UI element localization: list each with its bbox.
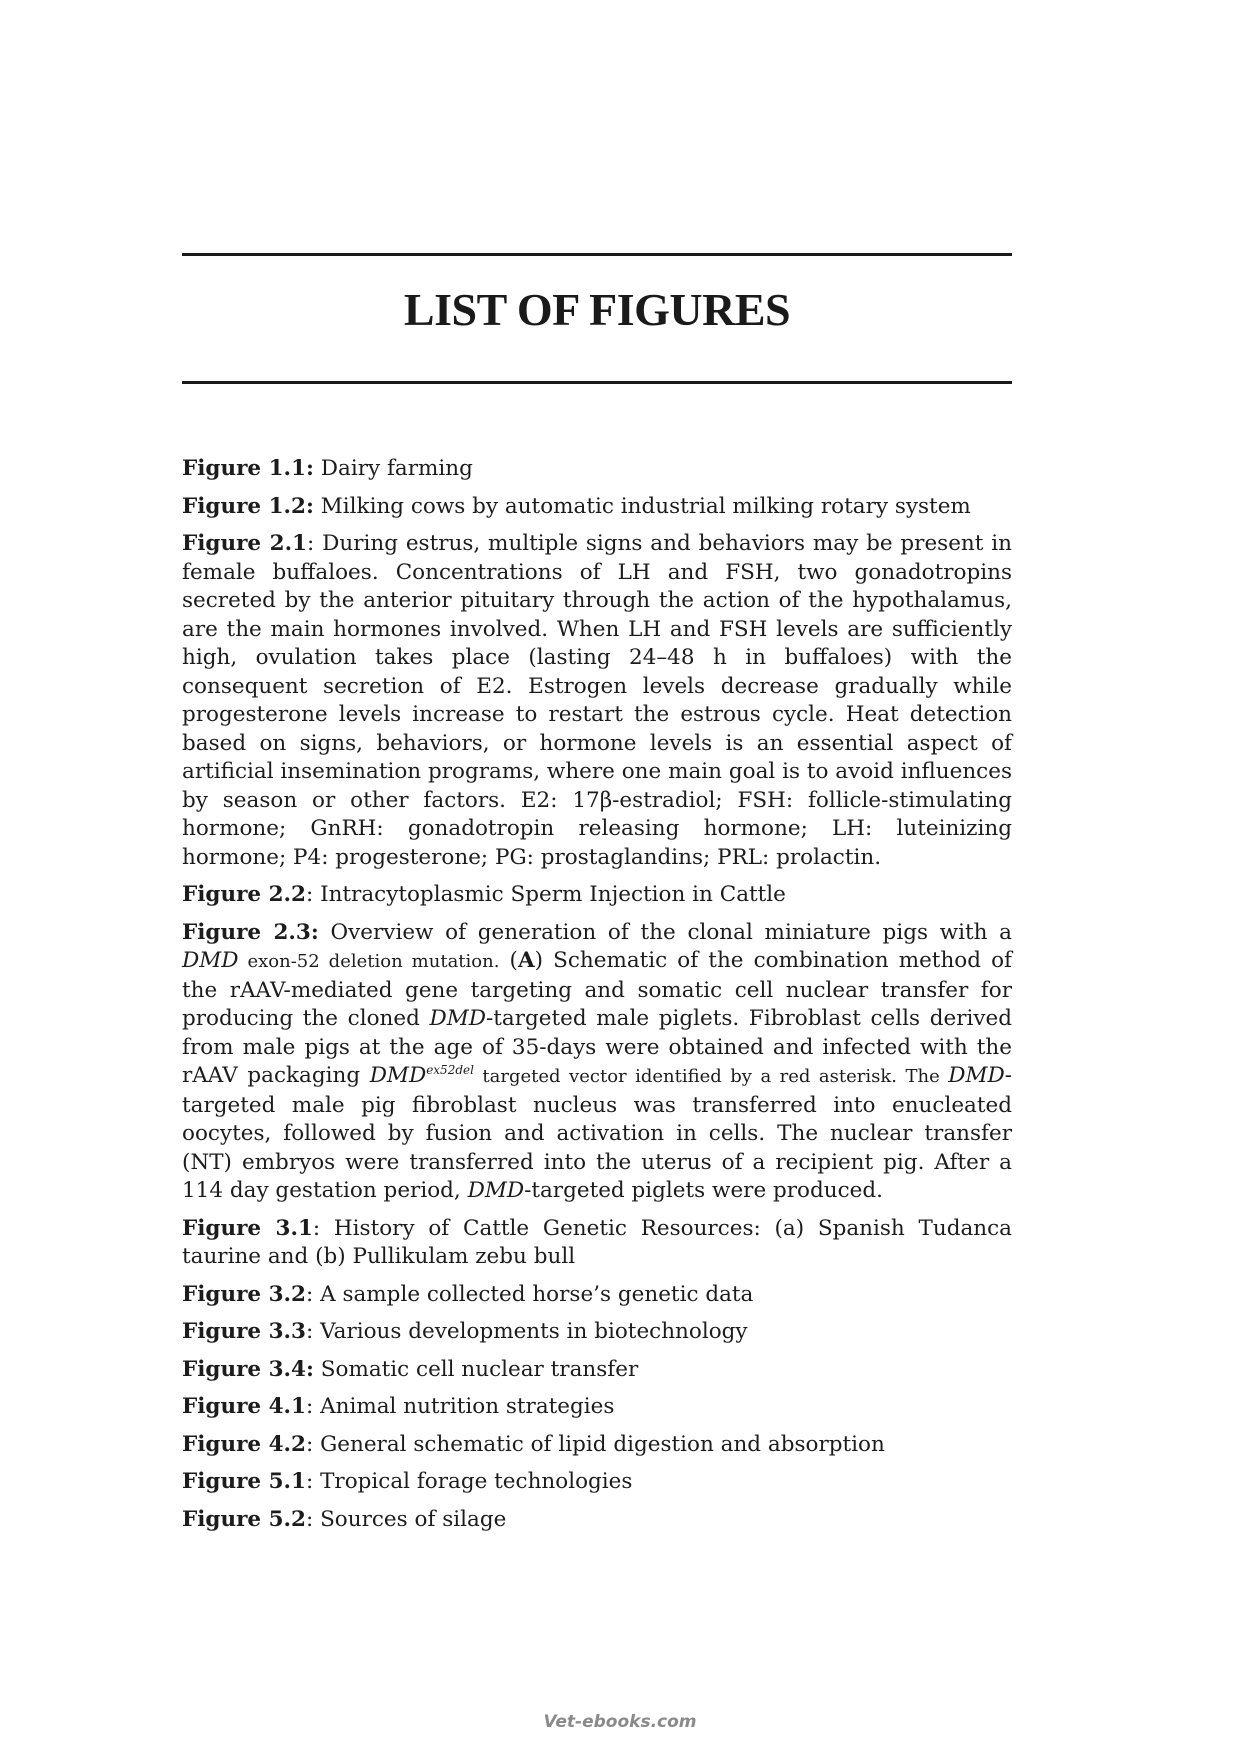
figure-caption: Dairy farming	[313, 456, 473, 481]
figure-label: Figure 1.1:	[182, 456, 314, 481]
figure-entry	[182, 1281, 1012, 1310]
figure-entry	[182, 1431, 1012, 1460]
figure-label: Figure 4.2	[182, 1431, 306, 1457]
watermark-footer: Vet-ebooks.com	[543, 1712, 697, 1732]
figure-label: Figure 3.4:	[182, 1356, 314, 1382]
figure-entry	[182, 1468, 1012, 1497]
figure-caption-text: -targeted male pig fibroblast nucleus was transferred into enucleated oocytes, followed by fusion and activation in cells. The nuclear transfer (NT) embryos were transferred into the uterus of a recipient pig. After a 114 day gestation period,	[182, 1063, 1012, 1203]
bottom-rule	[182, 381, 1012, 384]
figure-entry	[182, 919, 1012, 1206]
figure-entry	[182, 530, 1012, 872]
figure-caption: : Tropical forage technologies	[306, 1469, 633, 1494]
figure-caption: : History of Cattle Genetic Resources: (a) Spanish Tudanca taurine and (b) Pullikulam zebu bull	[182, 1215, 1012, 1269]
figure-caption: : General schematic of lipid digestion and absorption	[306, 1431, 885, 1457]
figure-caption: : Animal nutrition strategies	[306, 1394, 615, 1419]
gene-name: DMD	[369, 1063, 427, 1088]
figure-label: Figure 5.1	[182, 1469, 306, 1494]
figure-caption: Milking cows by automatic industrial milking rotary system	[313, 493, 971, 519]
figure-caption-text: exon-52 deletion mutation.	[238, 951, 500, 972]
panel-label: A	[517, 948, 535, 973]
figure-caption-text: -targeted male piglets. Fibroblast cells derived from male pigs at the age of 35-days were obtained and infected with the rAAV packaging	[182, 1006, 1012, 1088]
gene-name: DMD	[467, 1178, 525, 1203]
figure-label: Figure 1.2:	[182, 493, 314, 519]
figure-list	[182, 455, 1012, 1543]
figure-caption: : Intracytoplasmic Sperm Injection in Cattle	[306, 882, 786, 907]
figure-caption: : Sources of silage	[306, 1506, 507, 1532]
figure-entry	[182, 1506, 1012, 1535]
figure-caption: : Various developments in biotechnology	[306, 1319, 748, 1344]
figure-label: Figure 4.1	[182, 1394, 306, 1419]
figure-label: Figure 2.2	[182, 882, 306, 907]
gene-name: DMD	[948, 1063, 1005, 1088]
figure-entry	[182, 1318, 1012, 1347]
page-title: LIST OF FIGURES	[403, 284, 791, 335]
figure-caption-text: targeted vector identified by a red asterisk. The	[473, 1066, 949, 1087]
figure-label: Figure 2.3:	[182, 919, 319, 945]
figure-caption-text: ) Schematic of the combination method of the rAAV-mediated gene targeting and somatic cell nuclear transfer for producing the cloned	[182, 948, 1012, 1031]
figure-caption-text: -targeted piglets were produced.	[524, 1178, 883, 1203]
figure-caption: : A sample collected horse’s genetic data	[306, 1281, 754, 1307]
gene-name: DMD	[429, 1006, 487, 1031]
figure-entry	[182, 1356, 1012, 1385]
figure-caption-text: Overview of generation of the clonal miniature pigs with a	[318, 919, 1012, 945]
figure-entry	[182, 1393, 1012, 1422]
figure-label: Figure 5.2	[182, 1506, 306, 1532]
gene-superscript: ex52del	[426, 1063, 474, 1077]
figure-entry	[182, 881, 1012, 910]
figure-caption: : During estrus, multiple signs and behaviors may be present in female buffaloes. Concentrations of LH and FSH, two gonadotropins secreted by the anterior pituitary through the action of the hypothalamus, are the main hormones involved. When LH and FSH levels are sufficiently high, ovulation takes place (lasting 24–48 h in buffaloes) with the consequent secretion of E2. Estrogen levels decrease gradually while progesterone levels increase to restart the estrous cycle. Heat detection based on signs, behaviors, or hormone levels is an essential aspect of artificial insemination programs, where one main goal is to avoid influences by season or other factors. E2: 17β-estradiol; FSH: follicle-stimulating hormone; GnRH: gonadotropin releasing hormone; LH: luteinizing hormone; P4: progesterone; PG: prostaglandins; PRL: prolactin.	[182, 531, 1012, 870]
gene-name: DMD	[182, 948, 239, 973]
figure-label: Figure 3.1	[182, 1215, 313, 1241]
figure-entry	[182, 1215, 1012, 1272]
figure-entry	[182, 455, 1012, 484]
figure-label: Figure 3.3	[182, 1319, 306, 1344]
figure-label: Figure 2.1	[182, 531, 308, 556]
figure-entry	[182, 493, 1012, 522]
figure-label: Figure 3.2	[182, 1281, 306, 1307]
figure-caption-text: (	[499, 948, 518, 973]
top-rule	[182, 253, 1012, 256]
figure-caption: Somatic cell nuclear transfer	[313, 1356, 639, 1382]
